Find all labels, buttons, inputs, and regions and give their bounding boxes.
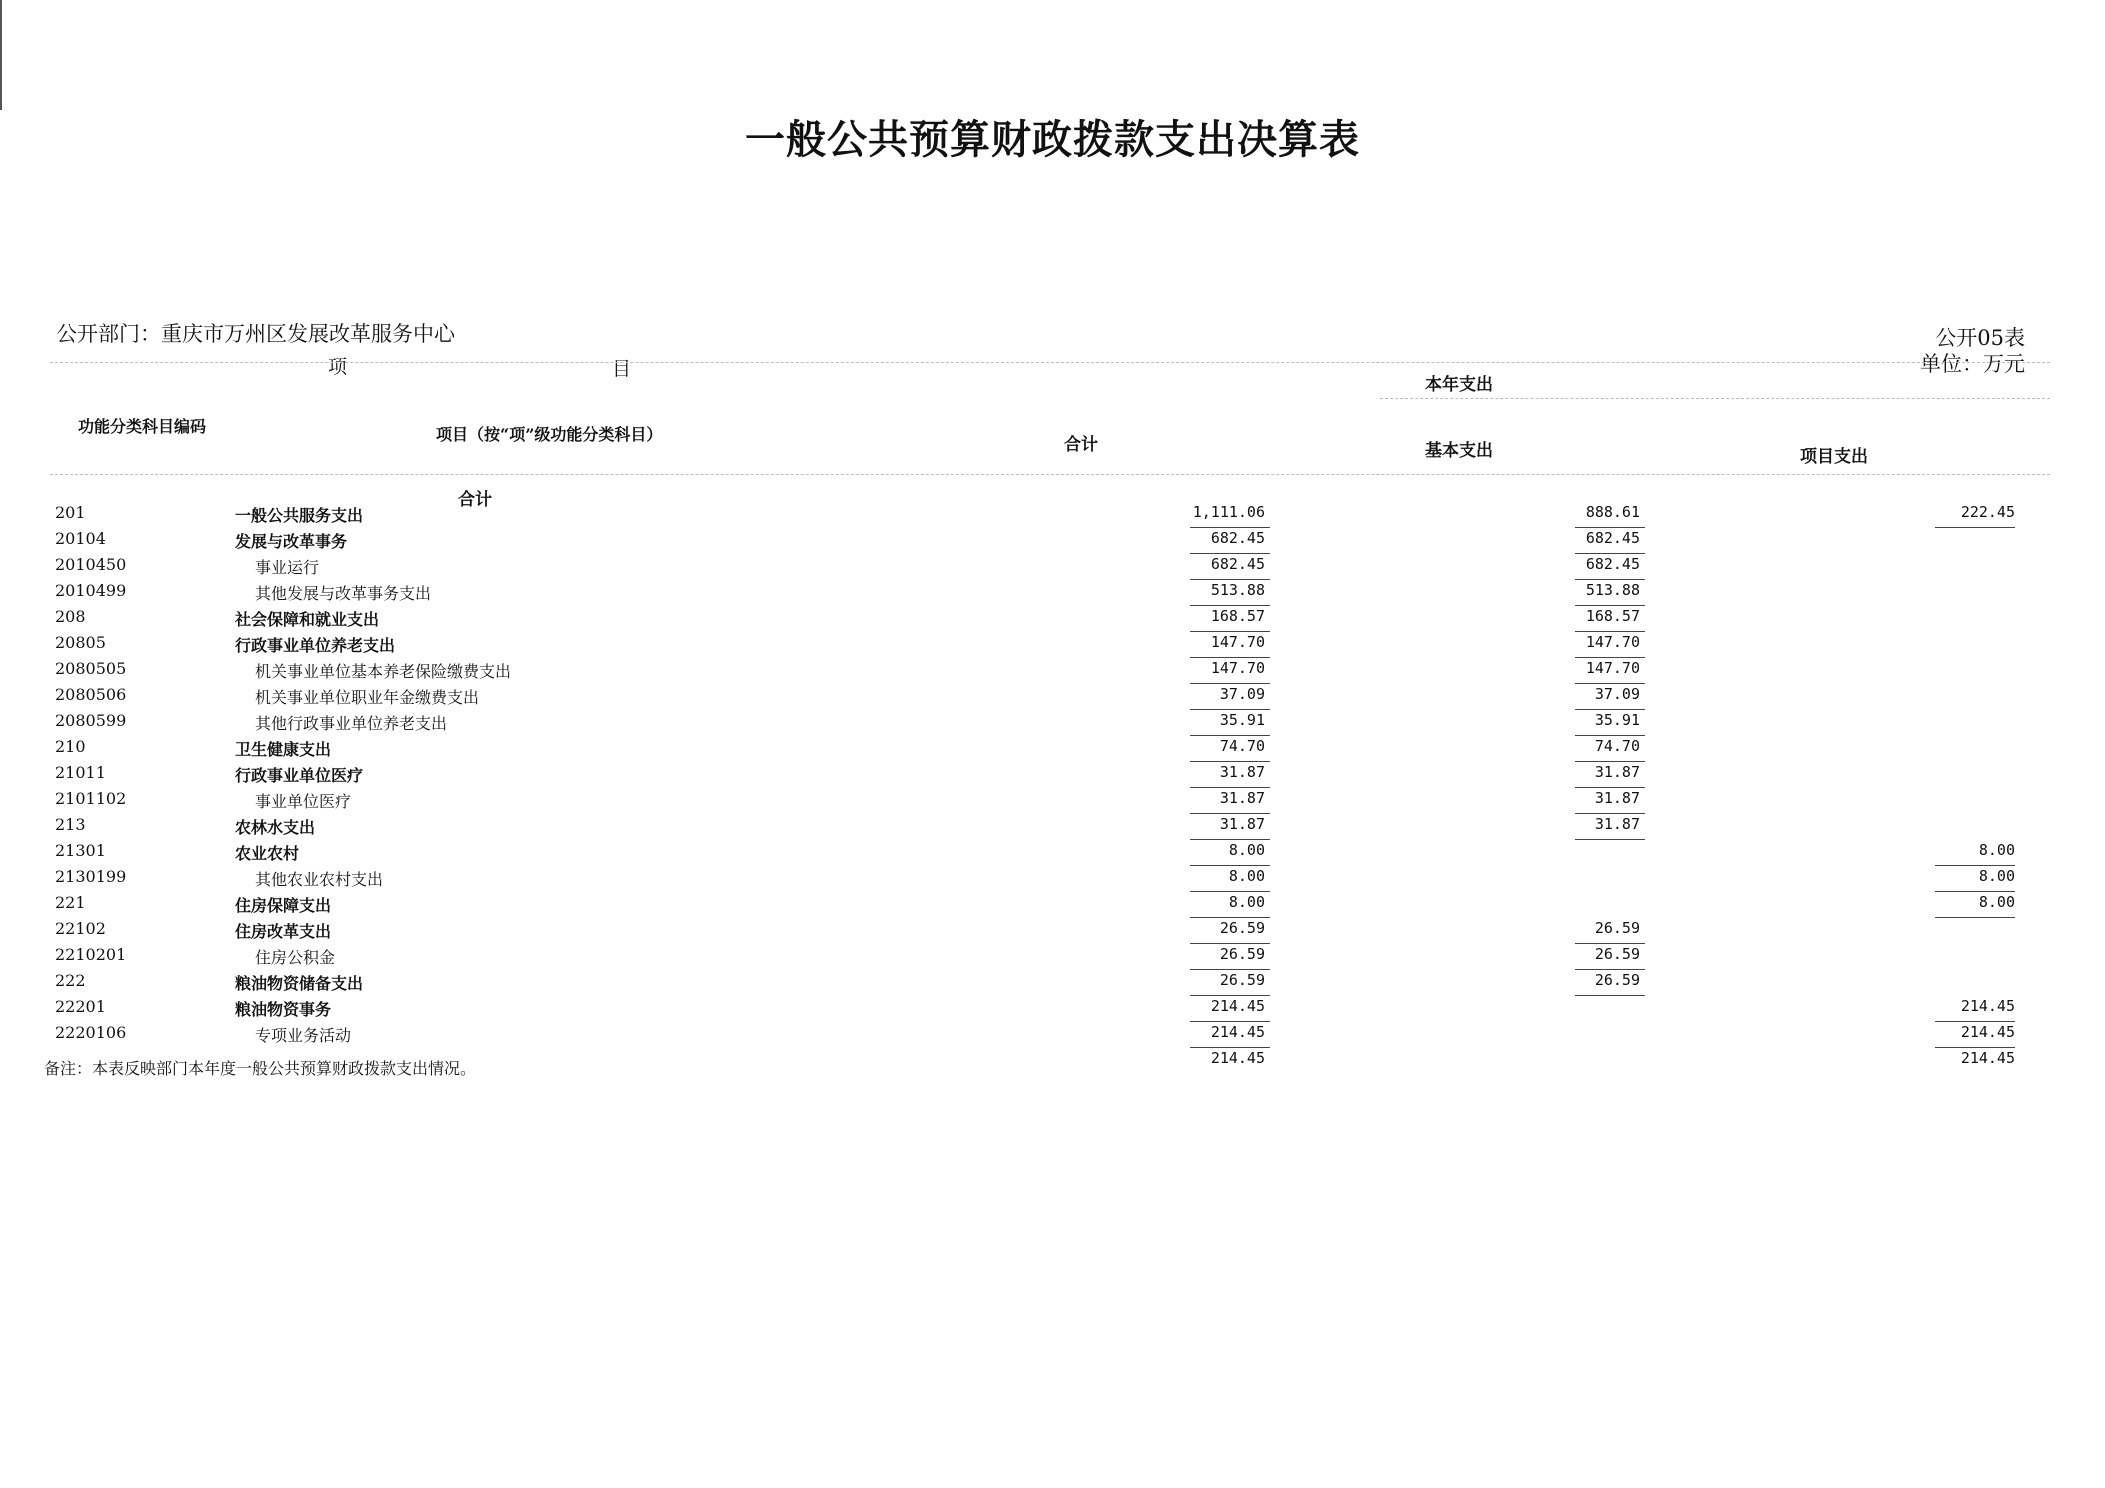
row-name: 一般公共服务支出 (235, 506, 364, 525)
row-total-value: 214.45 (1210, 1023, 1265, 1041)
value-underline (1575, 813, 1645, 814)
value-underline (1190, 553, 1270, 554)
row-basic-value: 35.91 (1594, 711, 1640, 729)
row-basic-value: 168.57 (1585, 607, 1640, 625)
row-code: 21301 (55, 841, 106, 860)
table-row (0, 841, 2105, 867)
row-name: 住房改革支出 (235, 922, 332, 941)
row-basic-value: 682.45 (1585, 529, 1640, 547)
value-underline (1190, 683, 1270, 684)
row-code: 213 (55, 815, 86, 834)
value-underline (1935, 1047, 2015, 1048)
row-basic-value: 147.70 (1585, 633, 1640, 651)
row-basic-value: 74.70 (1594, 737, 1640, 755)
value-underline (1575, 761, 1645, 762)
table-row (0, 529, 2105, 555)
row-name: 其他发展与改革事务支出 (255, 584, 432, 603)
row-code: 2101102 (55, 789, 127, 808)
row-name: 其他行政事业单位养老支出 (255, 714, 448, 733)
table-row (0, 893, 2105, 919)
row-basic-value: 888.61 (1585, 503, 1640, 521)
value-underline (1190, 839, 1270, 840)
value-underline (1190, 943, 1270, 944)
value-underline (1190, 735, 1270, 736)
value-underline (1575, 579, 1645, 580)
value-underline (1935, 891, 2015, 892)
row-total-value: 147.70 (1210, 659, 1265, 677)
value-underline (1190, 761, 1270, 762)
row-code: 22102 (55, 919, 106, 938)
row-project-value: 8.00 (1978, 867, 2015, 885)
row-name: 其他农业农村支出 (255, 870, 384, 889)
row-name: 行政事业单位养老支出 (235, 636, 396, 655)
row-total-value: 74.70 (1219, 737, 1265, 755)
value-underline (1190, 917, 1270, 918)
scan-edge-mark (0, 0, 2, 110)
value-underline (1190, 631, 1270, 632)
row-code: 21011 (55, 763, 106, 782)
row-total-value: 35.91 (1219, 711, 1265, 729)
table-row (0, 555, 2105, 581)
table-row (0, 1023, 2105, 1049)
row-total-value: 1,111.06 (1192, 503, 1265, 521)
table-row (0, 711, 2105, 737)
value-underline (1935, 917, 2015, 918)
form-number: 公开05表 (1935, 326, 2025, 350)
row-basic-value: 26.59 (1594, 971, 1640, 989)
row-total-value: 31.87 (1219, 815, 1265, 833)
table-row (0, 867, 2105, 893)
row-code: 2080506 (55, 685, 127, 704)
value-underline (1190, 865, 1270, 866)
row-code: 2080505 (55, 659, 127, 678)
value-underline (1190, 813, 1270, 814)
value-underline (1935, 865, 2015, 866)
row-code: 20805 (55, 633, 106, 652)
row-project-value: 222.45 (1960, 503, 2015, 521)
row-name: 农业农村 (235, 844, 300, 863)
row-name: 社会保障和就业支出 (235, 610, 380, 629)
row-basic-value: 26.59 (1594, 919, 1640, 937)
row-basic-value: 37.09 (1594, 685, 1640, 703)
row-name: 行政事业单位医疗 (235, 766, 364, 785)
value-underline (1190, 709, 1270, 710)
row-project-value: 8.00 (1978, 841, 2015, 859)
value-underline (1935, 527, 2015, 528)
department-label: 公开部门：重庆市万州区发展改革服务中心 (56, 322, 455, 346)
row-total-value: 8.00 (1228, 893, 1265, 911)
value-underline (1575, 839, 1645, 840)
row-name: 发展与改革事务 (235, 532, 348, 551)
row-code: 2010450 (55, 555, 127, 574)
table-row (0, 945, 2105, 971)
row-code: 2010499 (55, 581, 127, 600)
table-row (0, 763, 2105, 789)
table-row (0, 659, 2105, 685)
value-underline (1190, 605, 1270, 606)
table-row (0, 503, 2105, 529)
row-name: 住房公积金 (255, 948, 336, 967)
note-total-value: 214.45 (1210, 1049, 1265, 1067)
value-underline (1190, 657, 1270, 658)
row-total-value: 26.59 (1219, 945, 1265, 963)
row-total-value: 8.00 (1228, 841, 1265, 859)
value-underline (1190, 891, 1270, 892)
row-total-value: 147.70 (1210, 633, 1265, 651)
table-row (0, 997, 2105, 1023)
row-code: 2130199 (55, 867, 127, 886)
row-name: 粮油物资事务 (235, 1000, 332, 1019)
row-code: 22201 (55, 997, 106, 1016)
row-total-value: 31.87 (1219, 789, 1265, 807)
table-row (0, 815, 2105, 841)
row-total-value: 31.87 (1219, 763, 1265, 781)
row-name: 粮油物资储备支出 (235, 974, 364, 993)
row-name: 事业单位医疗 (255, 792, 352, 811)
row-name: 专项业务活动 (255, 1026, 352, 1045)
row-code: 201 (55, 503, 86, 522)
row-basic-value: 147.70 (1585, 659, 1640, 677)
total-row-label: 合计 (458, 490, 492, 510)
row-project-value: 214.45 (1960, 1023, 2015, 1041)
header-code: 功能分类科目编码 (78, 417, 207, 436)
row-basic-value: 31.87 (1594, 815, 1640, 833)
value-underline (1190, 527, 1270, 528)
value-underline (1575, 995, 1645, 996)
row-project-value: 8.00 (1978, 893, 2015, 911)
value-underline (1190, 787, 1270, 788)
header-project: 项目支出 (1800, 447, 1868, 467)
table-row (0, 685, 2105, 711)
table-row (0, 581, 2105, 607)
value-underline (1575, 605, 1645, 606)
row-code: 210 (55, 737, 86, 756)
row-total-value: 682.45 (1210, 529, 1265, 547)
row-basic-value: 682.45 (1585, 555, 1640, 573)
row-total-value: 37.09 (1219, 685, 1265, 703)
value-underline (1575, 969, 1645, 970)
value-underline (1190, 995, 1270, 996)
value-underline (1935, 1021, 2015, 1022)
row-code: 2210201 (55, 945, 127, 964)
header-total: 合计 (1064, 435, 1098, 455)
dashed-rule (50, 362, 2050, 363)
row-total-value: 26.59 (1219, 919, 1265, 937)
row-code: 222 (55, 971, 86, 990)
row-basic-value: 31.87 (1594, 763, 1640, 781)
row-name: 事业运行 (255, 558, 320, 577)
row-total-value: 682.45 (1210, 555, 1265, 573)
row-total-value: 8.00 (1228, 867, 1265, 885)
row-basic-value: 513.88 (1585, 581, 1640, 599)
row-name: 住房保障支出 (235, 896, 332, 915)
header-mu: 目 (612, 358, 632, 380)
dashed-rule (50, 474, 2050, 475)
footnote: 备注：本表反映部门本年度一般公共预算财政拨款支出情况。 (44, 1059, 477, 1078)
header-this-year: 本年支出 (1425, 375, 1493, 395)
header-basic: 基本支出 (1425, 441, 1493, 461)
value-underline (1575, 787, 1645, 788)
value-underline (1575, 657, 1645, 658)
header-xiang: 项 (328, 356, 348, 378)
row-code: 20104 (55, 529, 106, 548)
table-row (0, 919, 2105, 945)
row-basic-value: 26.59 (1594, 945, 1640, 963)
table-row (0, 633, 2105, 659)
page-title: 一般公共预算财政拨款支出决算表 (745, 117, 1360, 163)
row-basic-value: 31.87 (1594, 789, 1640, 807)
value-underline (1575, 527, 1645, 528)
row-code: 2080599 (55, 711, 127, 730)
row-name: 机关事业单位职业年金缴费支出 (255, 688, 480, 707)
row-name: 卫生健康支出 (235, 740, 332, 759)
value-underline (1575, 683, 1645, 684)
row-total-value: 168.57 (1210, 607, 1265, 625)
value-underline (1190, 969, 1270, 970)
value-underline (1575, 553, 1645, 554)
value-underline (1575, 735, 1645, 736)
row-total-value: 214.45 (1210, 997, 1265, 1015)
value-underline (1190, 1047, 1270, 1048)
dashed-rule (1380, 398, 2050, 399)
row-name: 机关事业单位基本养老保险缴费支出 (255, 662, 512, 681)
row-project-value: 214.45 (1960, 997, 2015, 1015)
value-underline (1575, 631, 1645, 632)
row-code: 208 (55, 607, 86, 626)
value-underline (1575, 709, 1645, 710)
value-underline (1575, 943, 1645, 944)
table-row (0, 971, 2105, 997)
row-code: 2220106 (55, 1023, 127, 1042)
value-underline (1190, 579, 1270, 580)
unit-label: 单位：万元 (1920, 352, 2025, 376)
note-project-value: 214.45 (1960, 1049, 2015, 1067)
row-code: 221 (55, 893, 86, 912)
table-row (0, 607, 2105, 633)
table-row (0, 789, 2105, 815)
table-row (0, 737, 2105, 763)
row-total-value: 513.88 (1210, 581, 1265, 599)
row-name: 农林水支出 (235, 818, 316, 837)
header-item: 项目（按“项”级功能分类科目） (436, 425, 663, 444)
row-total-value: 26.59 (1219, 971, 1265, 989)
value-underline (1190, 1021, 1270, 1022)
